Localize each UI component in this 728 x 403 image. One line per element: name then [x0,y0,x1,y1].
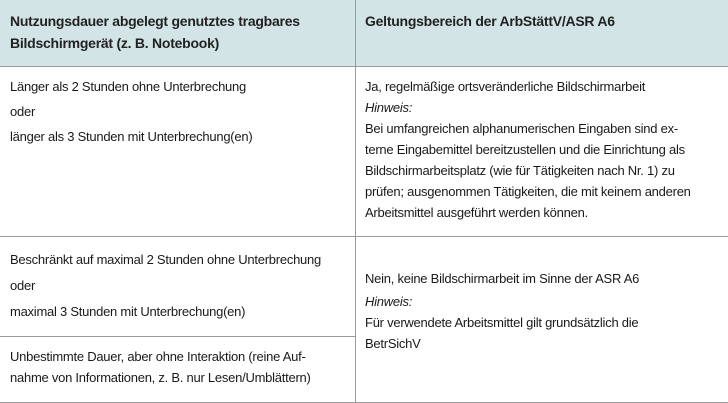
text-line: länger als 3 Stunden mit Unterbrechung(en) [10,129,253,144]
text-line: nahme von Informationen, z. B. nur Lesen/Umblättern) [10,370,311,385]
text-line: oder [10,104,36,119]
text-line: Beschränkt auf maximal 2 Stunden ohne Unterbrechung [10,252,321,267]
text-line: maximal 3 Stunden mit Unterbrechung(en) [10,304,246,319]
header-line: Geltungsbereich der ArbStättV/ASR A6 [365,13,615,29]
hint-label: Hinweis: [365,294,413,309]
header-line: Nutzungsdauer abgelegt genutztes tragbares [10,13,300,29]
hint-line: terne Eingabemittel bereitzustellen und die Einrichtung als [365,142,685,157]
row-divider [0,66,728,67]
hint-line: prüfen; ausgenommen Tätigkeiten, die mit keinem anderen [365,184,691,199]
hint-line: Bildschirmarbeitsplatz (wie für Tätigkeiten nach Nr. 1) zu [365,163,675,178]
row-divider [0,336,355,337]
hint-line: Arbeitsmittel ausgeführt werden können. [365,205,588,220]
header-line: Bildschirmgerät (z. B. Notebook) [10,35,220,51]
text-line: oder [10,278,36,293]
header-scope [355,0,728,66]
hint-line: Bei umfangreichen alphanumerischen Eingaben sind ex- [365,121,678,136]
row-divider [0,236,728,237]
column-divider [355,0,356,403]
hint-label: Hinweis: [365,100,413,115]
row23-scope-cell [355,236,728,403]
text-line: Länger als 2 Stunden ohne Unterbrechung [10,79,246,94]
row1-scope-cell [355,66,728,236]
hint-line: BetrSichV [365,336,421,351]
row2-duration-cell [0,236,355,336]
text-line: Unbestimmte Dauer, aber ohne Interaktion (reine Auf- [10,349,306,364]
header-usage-duration [0,0,355,66]
scope-answer: Nein, keine Bildschirmarbeit im Sinne der ASR A6 [365,271,640,286]
row3-duration-cell [0,336,355,403]
hint-line: Für verwendete Arbeitsmittel gilt grundsätzlich die [365,315,639,330]
scope-answer: Ja, regelmäßige ortsveränderliche Bildschirmarbeit [365,79,646,94]
row1-duration-cell [0,66,355,236]
